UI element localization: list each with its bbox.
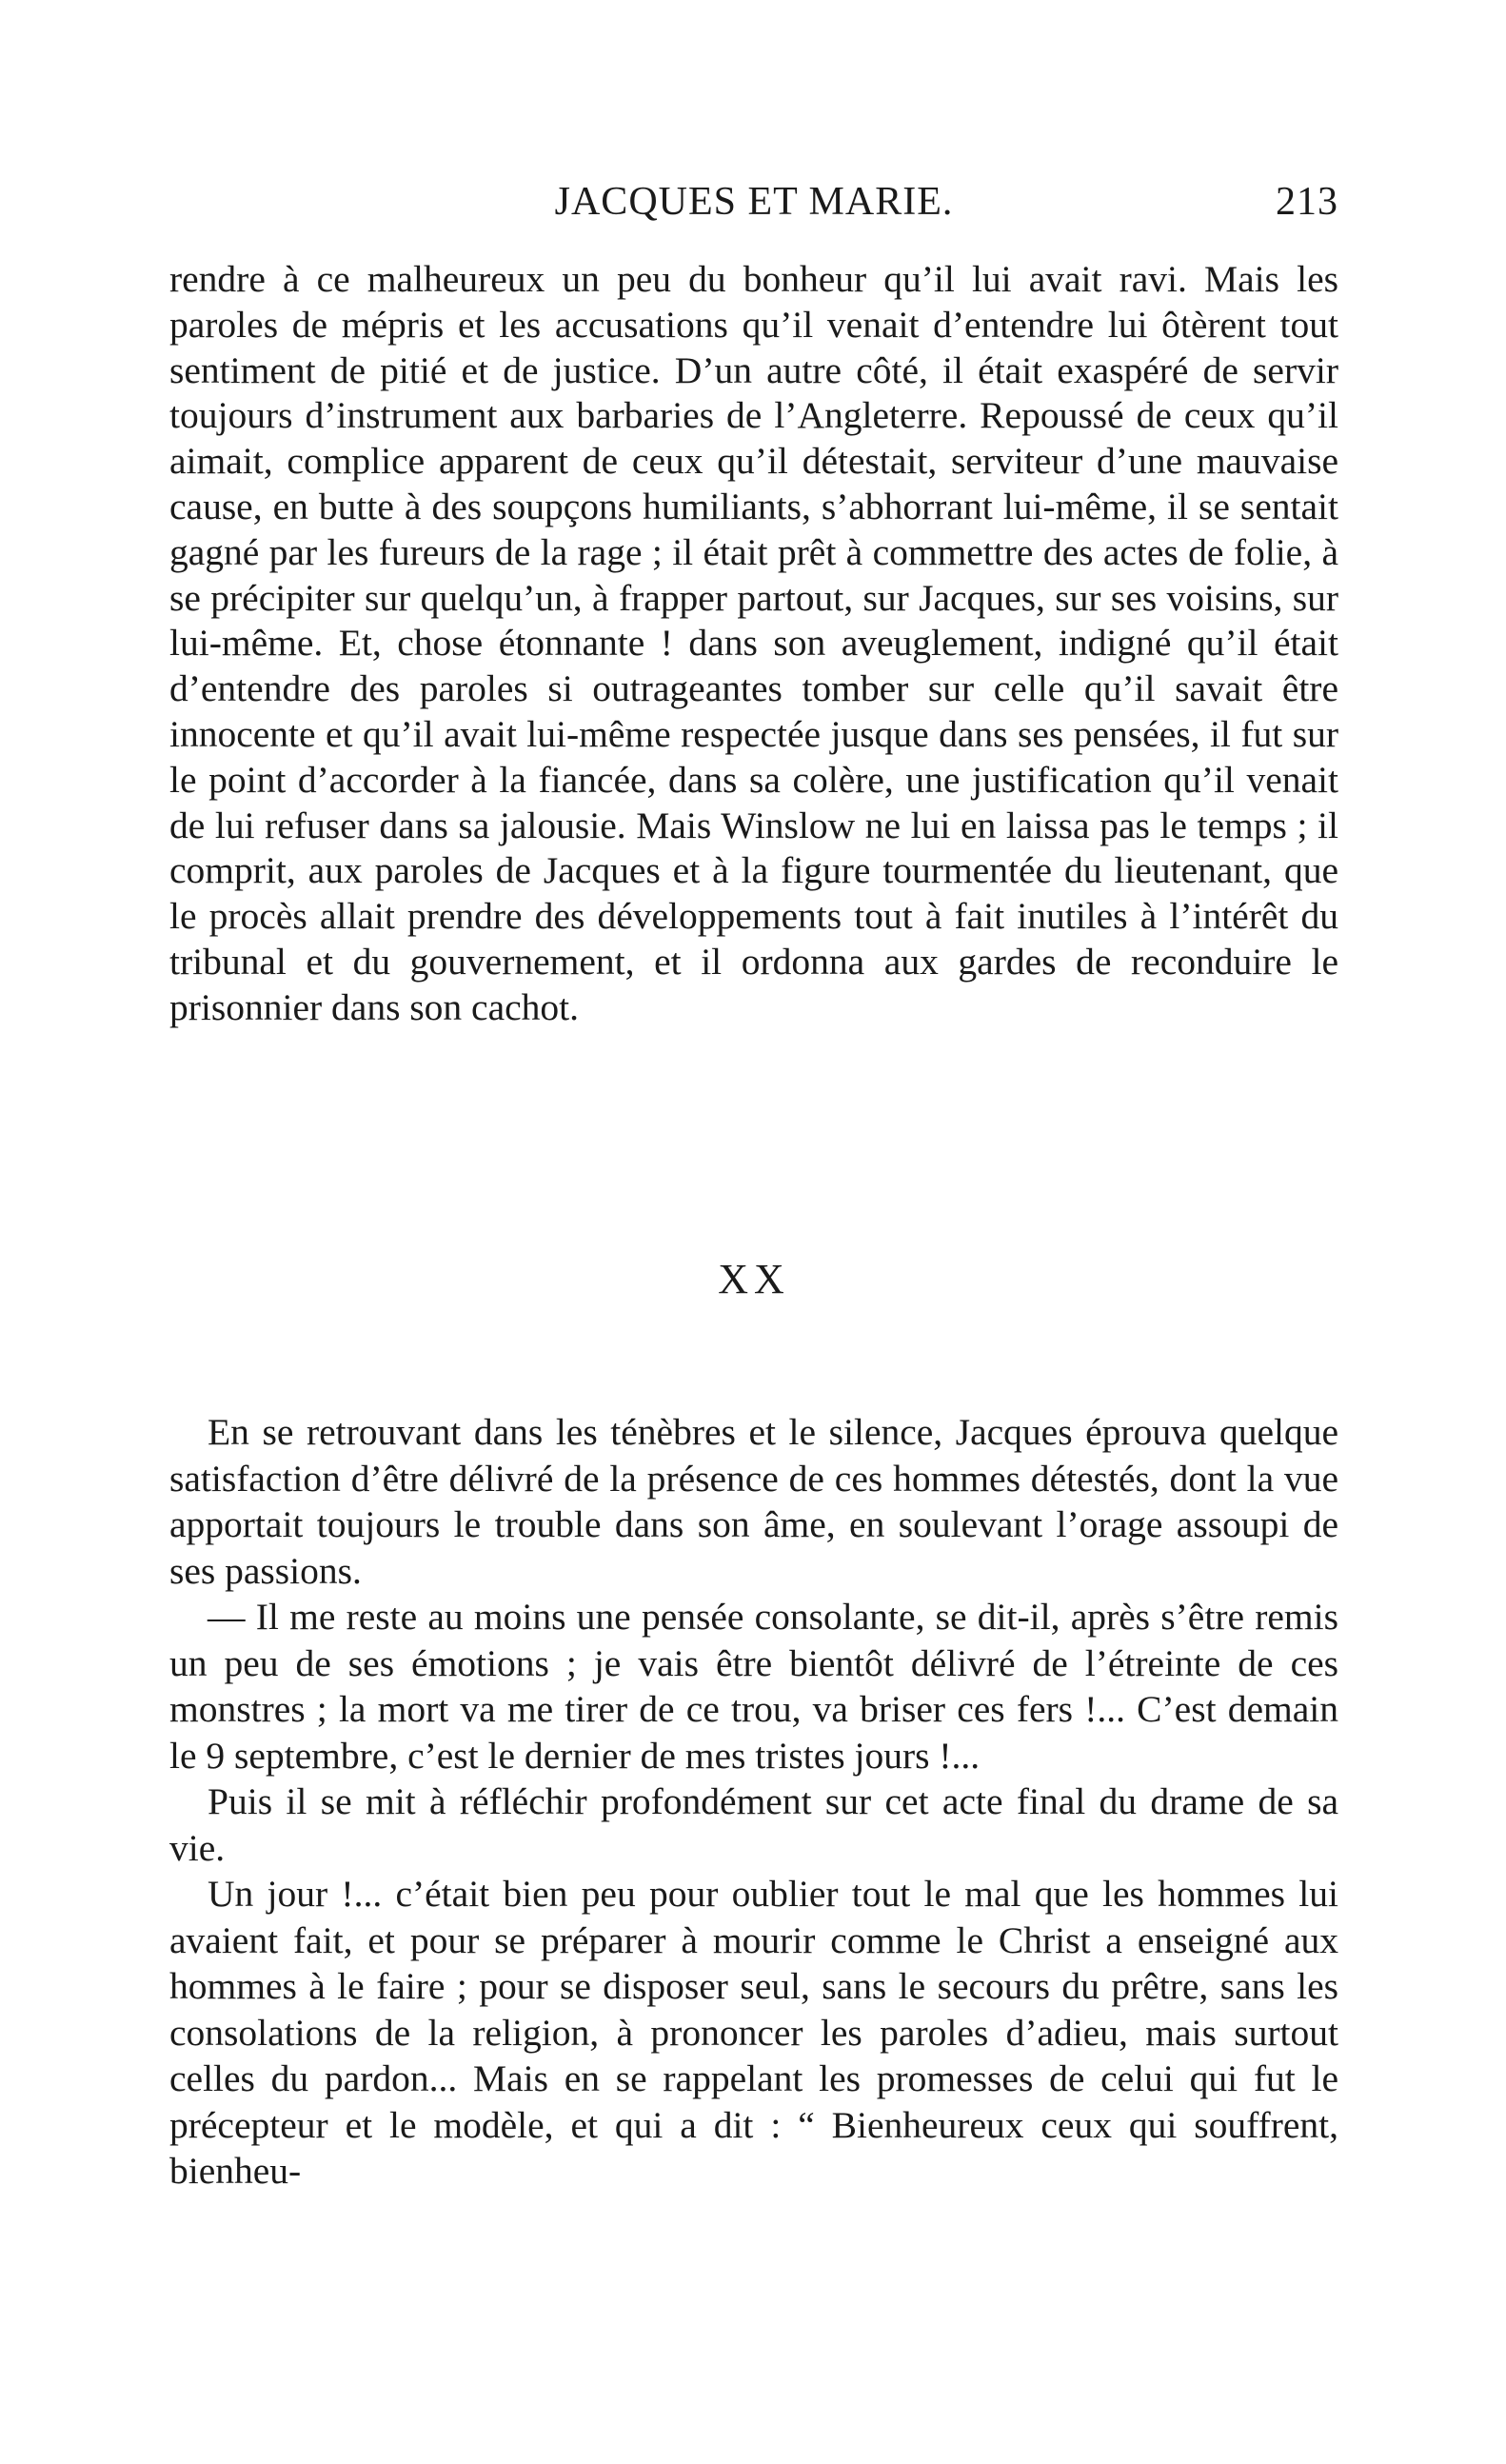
- chapter-heading: XX: [718, 1256, 790, 1302]
- text-block-continuation: [169, 257, 1338, 1031]
- paragraph: — Il me reste au moins une pensée consolante, se dit-il, après s’être remis un peu de ses émotions ; je vais être bientôt délivré de l’étreinte de ces monstres ; la mort va me tirer de ce trou, va briser ces fers !... C’est demain le 9 septembre, c’est le dernier de mes tristes jours !...: [169, 1596, 1338, 1777]
- paragraph: En se retrouvant dans les ténèbres et le silence, Jacques éprouva quelque satisfaction d’être délivré de la présence de ces hommes détestés, dont la vue apportait toujours le trouble dans son âme, en soulevant l’orage assoupi de ses passions.: [169, 1411, 1338, 1592]
- paragraph: Puis il se mit à réfléchir profondément sur cet acte final du drame de sa vie.: [169, 1780, 1338, 1869]
- running-head: [169, 179, 1338, 236]
- page-number: 213: [1276, 180, 1338, 224]
- running-title: JACQUES ET MARIE.: [554, 180, 954, 224]
- text-block-chapter: [169, 1409, 1338, 2195]
- paragraph: rendre à ce malheureux un peu du bonheur qu’il lui avait ravi. Mais les paroles de mépris et les accusations qu’il venait d’entendre lui ôtèrent tout sentiment de pitié et de justice. D’un autre côté, il était exaspéré de servir toujours d’instrument aux barbaries de l’Angleterre. Repoussé de ceux qu’il aimait, complice apparent de ceux qu’il détestait, serviteur d’une mauvaise cause, en butte à des soupçons humiliants, s’abhorrant lui-même, il se sentait gagné par les fureurs de la rage ; il était prêt à commettre des actes de folie, à se précipiter sur quelqu’un, à frapper partout, sur Jacques, sur ses voisins, sur lui-même. Et, chose étonnante ! dans son aveuglement, indigné qu’il était d’entendre des paroles si outrageantes tomber sur celle qu’il savait être innocente et qu’il avait lui-même respectée jusque dans ses pensées, il fut sur le point d’accorder à la fiancée, dans sa colère, une justification qu’il venait de lui refuser dans sa jalousie. Mais Winslow ne lui en laissa pas le temps ; il comprit, aux paroles de Jacques et à la figure tourmentée du lieutenant, que le procès allait prendre des développements tout à fait inutiles à l’intérêt du tribunal et du gouvernement, et il ordonna aux gardes de reconduire le prisonnier dans son cachot.: [169, 258, 1338, 1028]
- paragraph: Un jour !... c’était bien peu pour oublier tout le mal que les hommes lui avaient fait, et pour se préparer à mourir comme le Christ a enseigné aux hommes à le faire ; pour se disposer seul, sans le secours du prêtre, sans les consolations de la religion, à prononcer les paroles d’adieu, mais surtout celles du pardon... Mais en se rappelant les promesses de celui qui fut le précepteur et le modèle, et qui a dit : “ Bienheureux ceux qui souffrent, bienheu-: [169, 1873, 1338, 2192]
